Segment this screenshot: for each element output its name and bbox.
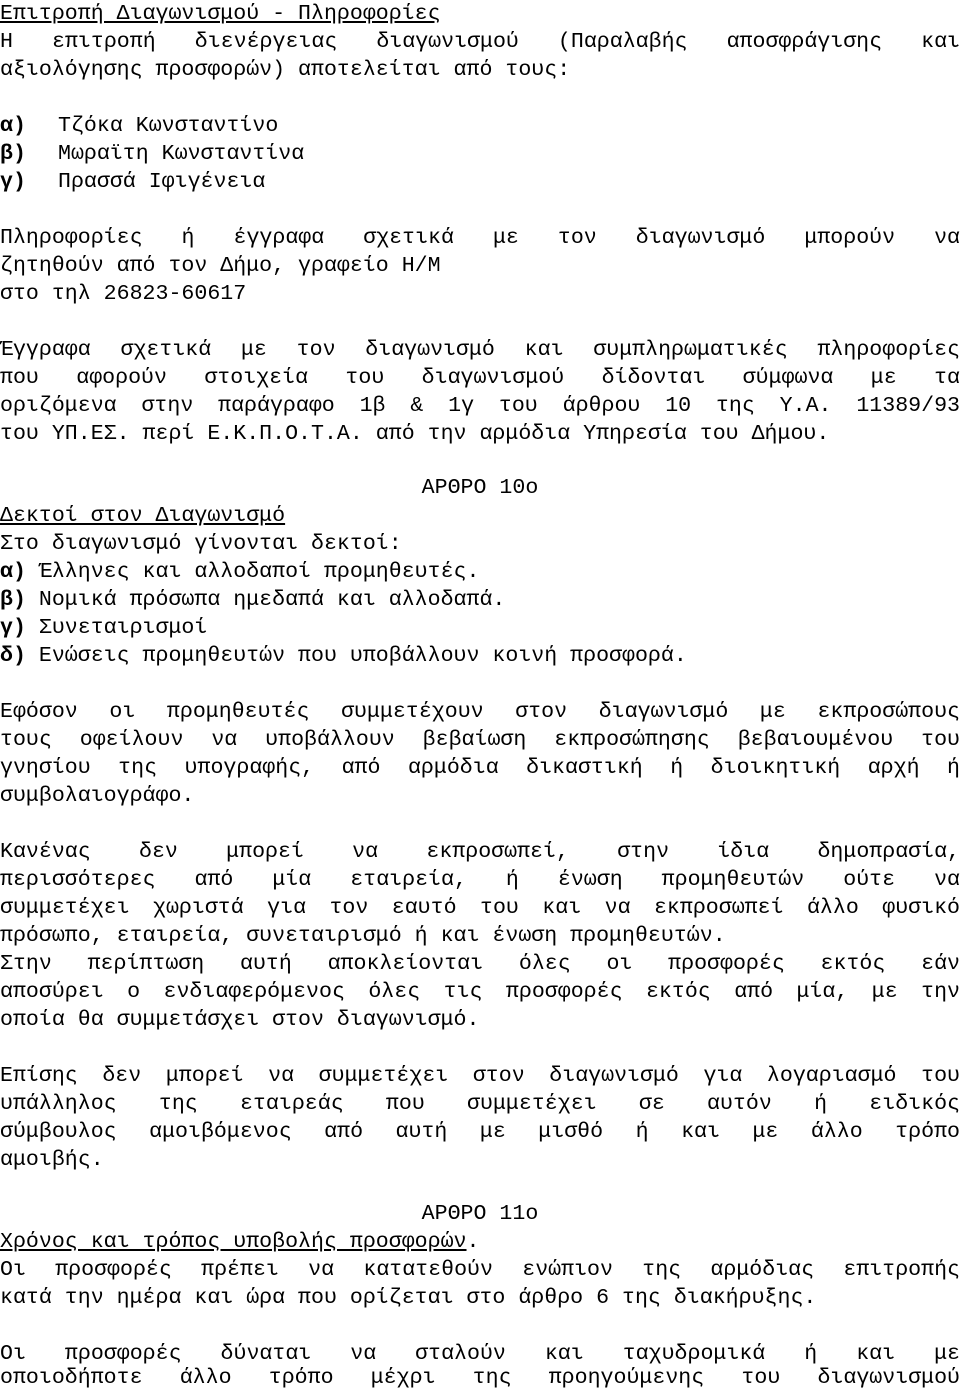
info-line-2: ζητηθούν από τον Δήμο, γραφείο Η/Μ — [0, 254, 441, 278]
committee-intro-line-1: Η επιτροπή διενέργειας διαγωνισμού (Παραλαβής αποσφράγισης και — [0, 30, 960, 54]
representation-line-2: τους οφείλουν να υποβάλλουν βεβαίωση εκπροσώπησης βεβαιουμένου του — [0, 728, 960, 752]
committee-intro-line-2: αξιολόγησης προσφορών) αποτελείται από τους: — [0, 58, 571, 82]
exclusion-line-1: Κανένας δεν μπορεί να εκπροσωπεί, στην ίδια δημοπρασία, — [0, 840, 960, 864]
eligible-item — [0, 586, 960, 614]
employee-line-4: αμοιβής. — [0, 1148, 104, 1172]
postal-line-2: οποιοδήποτε άλλο τρόπο μέχρι της προηγούμενης του διαγωνισμού — [0, 1366, 960, 1390]
representation-line-4: συμβολαιογράφο. — [0, 784, 195, 808]
committee-member — [0, 140, 960, 168]
case-line-1: Στην περίπτωση αυτή αποκλείονται όλες οι προσφορές εκτός εάν — [0, 952, 960, 976]
representation-line-3: γνησίου της υπογραφής, από αρμόδια δικαστική ή διοικητική αρχή ή — [0, 756, 960, 780]
representation-line-1: Εφόσον οι προμηθευτές συμμετέχουν στον διαγωνισμό με εκπροσώπους — [0, 700, 960, 724]
eligible-item — [0, 558, 960, 586]
item-label: γ) — [0, 616, 26, 640]
exclusion-line-3: συμμετέχει χωριστά για τον εαυτό του και να εκπροσωπεί άλλο φυσικό — [0, 896, 960, 920]
member-label: γ) — [0, 170, 26, 194]
article-10-intro: Στο διαγωνισμό γίνονται δεκτοί: — [0, 532, 402, 556]
article-11-subtitle: Χρόνος και τρόπος υποβολής προσφορών — [0, 1230, 467, 1254]
article-11-subtitle-end: . — [466, 1230, 480, 1254]
item-label: β) — [0, 588, 26, 612]
item-text: Ενώσεις προμηθευτών που υποβάλλουν κοινή προσφορά. — [38, 644, 687, 668]
employee-line-1: Επίσης δεν μπορεί να συμμετέχει στον διαγωνισμό για λογαριασμό του — [0, 1064, 960, 1088]
member-name: Μωραϊτη Κωνσταντίνα — [58, 142, 305, 166]
committee-member — [0, 168, 960, 196]
docs-line-4: του ΥΠ.ΕΣ. περί Ε.Κ.Π.Ο.Τ.Α. από την αρμόδια Υπηρεσία του Δήμου. — [0, 422, 830, 446]
eligible-item — [0, 642, 960, 670]
item-text: Νομικά πρόσωπα ημεδαπά και αλλοδαπά. — [38, 588, 506, 612]
article-10-title: ΑΡΘΡΟ 10ο — [421, 476, 539, 500]
item-label: δ) — [0, 644, 26, 668]
member-label: β) — [0, 142, 26, 166]
item-text: Συνεταιρισμοί — [38, 616, 208, 640]
employee-line-2: υπάλληλος της εταιρεάς που συμμετέχει σε αυτόν ή ειδικός — [0, 1092, 960, 1116]
eligible-item — [0, 614, 960, 642]
docs-line-2: που αφορούν στοιχεία του διαγωνισμού δίδονται σύμφωνα με τα — [0, 366, 960, 390]
item-label: α) — [0, 560, 26, 584]
docs-line-1: Έγγραφα σχετικά με τον διαγωνισμό και συμπληρωματικές πληροφορίες — [0, 338, 960, 362]
submission-line-1: Οι προσφορές πρέπει να κατατεθούν ενώπιον της αρμόδιας επιτροπής — [0, 1258, 960, 1282]
exclusion-line-4: πρόσωπο, εταιρεία, συνεταιρισμό ή και ένωση προμηθευτών. — [0, 924, 726, 948]
article-10-subtitle: Δεκτοί στον Διαγωνισμό — [0, 504, 286, 528]
case-line-2: αποσύρει ο ενδιαφερόμενος όλες τις προσφορές εκτός από μία, με την — [0, 980, 960, 1004]
info-line-3: στο τηλ 26823-60617 — [0, 282, 247, 306]
submission-line-2: κατά την ημέρα και ώρα που ορίζεται στο άρθρο 6 της διακήρυξης. — [0, 1286, 817, 1310]
member-label: α) — [0, 114, 26, 138]
member-name: Πρασσά Ιφιγένεια — [58, 170, 266, 194]
article-11-title: ΑΡΘΡΟ 11ο — [421, 1202, 539, 1226]
exclusion-line-2: περισσότερες από μία εταιρεία, ή ένωση προμηθευτών ούτε να — [0, 868, 960, 892]
item-text: Έλληνες και αλλοδαποί προμηθευτές. — [38, 560, 480, 584]
committee-member — [0, 112, 960, 140]
postal-line-1: Οι προσφορές δύναται να σταλούν και ταχυδρομικά ή και με — [0, 1342, 960, 1366]
member-name: Τζόκα Κωνσταντίνο — [58, 114, 279, 138]
committee-heading: Επιτροπή Διαγωνισμού - Πληροφορίες — [0, 2, 441, 26]
case-line-3: οποία θα συμμετάσχει στον διαγωνισμό. — [0, 1008, 480, 1032]
docs-line-3: οριζόμενα στην παράγραφο 1β & 1γ του άρθρου 10 της Υ.Α. 11389/93 — [0, 394, 960, 418]
info-line-1: Πληροφορίες ή έγγραφα σχετικά με τον διαγωνισμό μπορούν να — [0, 226, 960, 250]
employee-line-3: σύμβουλος αμοιβόμενος από αυτή με μισθό ή και με άλλο τρόπο — [0, 1120, 960, 1144]
article-11-subtitle-line — [0, 1228, 960, 1256]
